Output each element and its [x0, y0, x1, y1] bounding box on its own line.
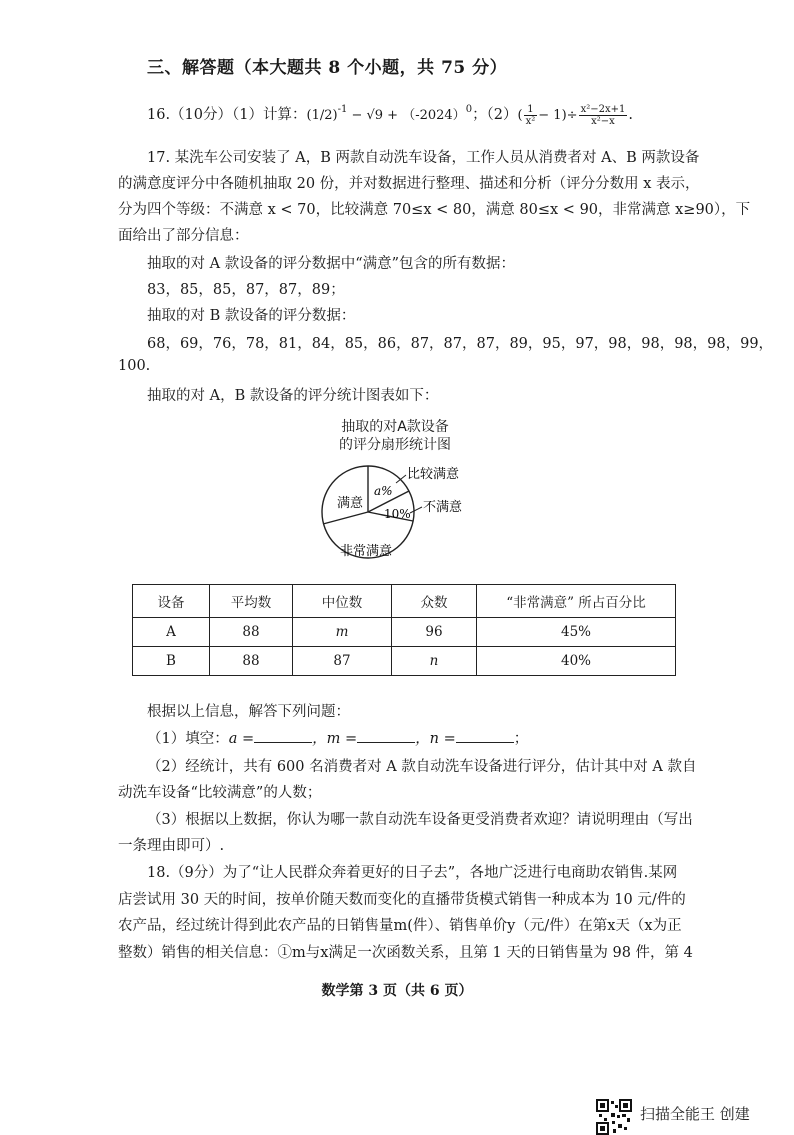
question-16: 16.（10分）（1）计算：$(1/2)^{-1} - √9 + (-2024)^0$；（2）( $\frac{1}{\text{x²}}$ − 1)÷ $\frac{\text{x²−2x+1}}{\text{x²−x}}$ . — [147, 103, 633, 127]
q16-divide: ÷ — [566, 108, 578, 123]
q17-data-a: 83，85，85，87，87，89； — [147, 282, 345, 298]
table-cell: 87 — [293, 647, 392, 676]
q17-line-2: 的满意度评分中各随机抽取 20 份，并对数据进行整理、描述和分析（评分分数用 x 表示， — [118, 176, 700, 192]
table-header-row — [133, 585, 676, 618]
q16-fraction-1: $\frac{1}{\text{x²}}$ — [525, 103, 536, 127]
pie-divider-bottom — [323, 512, 368, 524]
q17-3-line-2: 一条理由即可）. — [118, 838, 225, 854]
q17-2-line-1: （2）经统计，共有 600 名消费者对 A 款自动洗车设备进行评分，估计其中对 A 款自 — [147, 759, 697, 775]
q17-line-5: 抽取的对 A 款设备的评分数据中“满意”包含的所有数据： — [147, 256, 516, 272]
table-cell: m — [293, 618, 392, 647]
q18-line-2: 店尝试用 30 天的时间，按单价随天数而变化的直播带货模式销售一种成本为 10 元/件的 — [118, 892, 686, 908]
table-cell: 96 — [392, 618, 477, 647]
leader-not — [410, 507, 422, 513]
q17-2-line-2: 动洗车设备“比较满意”的人数； — [118, 785, 322, 801]
pie-label-compare: 比较满意 — [407, 467, 460, 482]
table-cell: 88 — [210, 618, 293, 647]
pie-label-ten: 10% — [384, 507, 411, 521]
q17-data-b-end: 100. — [118, 358, 151, 374]
pie-chart — [310, 455, 500, 575]
table-header: 众数 — [392, 585, 477, 618]
q17-line-7: 抽取的对 B 款设备的评分数据： — [147, 308, 356, 324]
table-header: “非常满意” 所占百分比 — [477, 585, 676, 618]
fill-m-label: ，m = — [312, 731, 358, 747]
q16-fraction-2: $\frac{\text{x²−2x+1}}{\text{x²−x}}$ — [580, 103, 626, 127]
q17-line-3: 分为四个等级：不满意 x < 70，比较满意 70≤x < 80，满意 80≤x < 90，非常满意 x≥90），下 — [118, 202, 751, 218]
q16-part1-middle: − √9 + （-2024） — [347, 108, 466, 123]
table-row — [133, 618, 676, 647]
table-cell: 40% — [477, 647, 676, 676]
q17-3-line-1: （3）根据以上数据，你认为哪一款自动洗车设备更受消费者欢迎？请说明理由（写出 — [147, 812, 693, 828]
table-cell: n — [392, 647, 477, 676]
blank-n[interactable] — [456, 730, 514, 743]
table-header: 平均数 — [210, 585, 293, 618]
pie-label-not: 不满意 — [423, 500, 463, 515]
q16-part1-base: (1/2) — [306, 108, 338, 123]
fill-a-label: a = — [228, 731, 255, 747]
q16-part2-label: ；（2） — [472, 107, 518, 123]
q18-line-1: 18.（9分）为了“让人民群众奔着更好的日子去”，各地广泛进行电商助农销售.某网 — [147, 865, 678, 881]
table-header: 设备 — [133, 585, 210, 618]
questions-intro: 根据以上信息，解答下列问题： — [147, 704, 350, 720]
q18-line-4: 整数）销售的相关信息：①m与x满足一次函数关系，且第 1 天的日销售量为 98 件，第 4 — [118, 945, 693, 961]
page-footer: 数学第 3 页（共 6 页） — [321, 983, 473, 999]
table-cell: 88 — [210, 647, 293, 676]
pie-label-a: a% — [374, 484, 393, 498]
q16-part1-exponent: -1 — [337, 104, 348, 115]
q17-line-10: 抽取的对 A，B 款设备的评分统计图表如下： — [147, 388, 439, 404]
qr-code-icon — [596, 1099, 632, 1135]
fill-in-line: （1）填空：a = ，m = ，n = ； — [147, 731, 529, 747]
pie-title-line-1: 抽取的对A款设备 — [341, 419, 449, 435]
table-header: 中位数 — [293, 585, 392, 618]
pie-label-satisfied: 满意 — [337, 496, 364, 511]
blank-a[interactable] — [254, 730, 312, 743]
table-cell: 45% — [477, 618, 676, 647]
blank-m[interactable] — [357, 730, 415, 743]
pie-label-very: 非常满意 — [340, 544, 393, 559]
section-title: 三、解答题（本大题共 8 个小题，共 75 分） — [147, 58, 508, 78]
table-row — [133, 647, 676, 676]
q16-part2-middle: − 1 — [538, 108, 562, 123]
q17-data-b: 68，69，76，78，81，84，85，86，87，87，87，89，95，97，98，98，98，98，99， — [147, 336, 774, 352]
q16-head: 16.（10分）（1）计算： — [147, 107, 307, 123]
table-cell: A — [133, 618, 210, 647]
fill-n-label: ，n = — [415, 731, 456, 747]
q17-line-4: 面给出了部分信息： — [118, 228, 249, 244]
stats-table — [132, 584, 676, 676]
q16-part1-exponent-zero: 0 — [465, 104, 473, 115]
q18-line-3: 农产品，经过统计得到此农产品的日销售量m(件）、销售单价y（元/件）在第x天（x为正 — [118, 918, 682, 934]
pie-title-line-2: 的评分扇形统计图 — [339, 437, 451, 453]
q17-line-1: 17. 某洗车公司安装了 A，B 两款自动洗车设备，工作人员从消费者对 A、B 两款设备 — [147, 150, 700, 166]
table-cell: B — [133, 647, 210, 676]
scanner-watermark: 扫描全能王 创建 — [640, 1105, 750, 1123]
